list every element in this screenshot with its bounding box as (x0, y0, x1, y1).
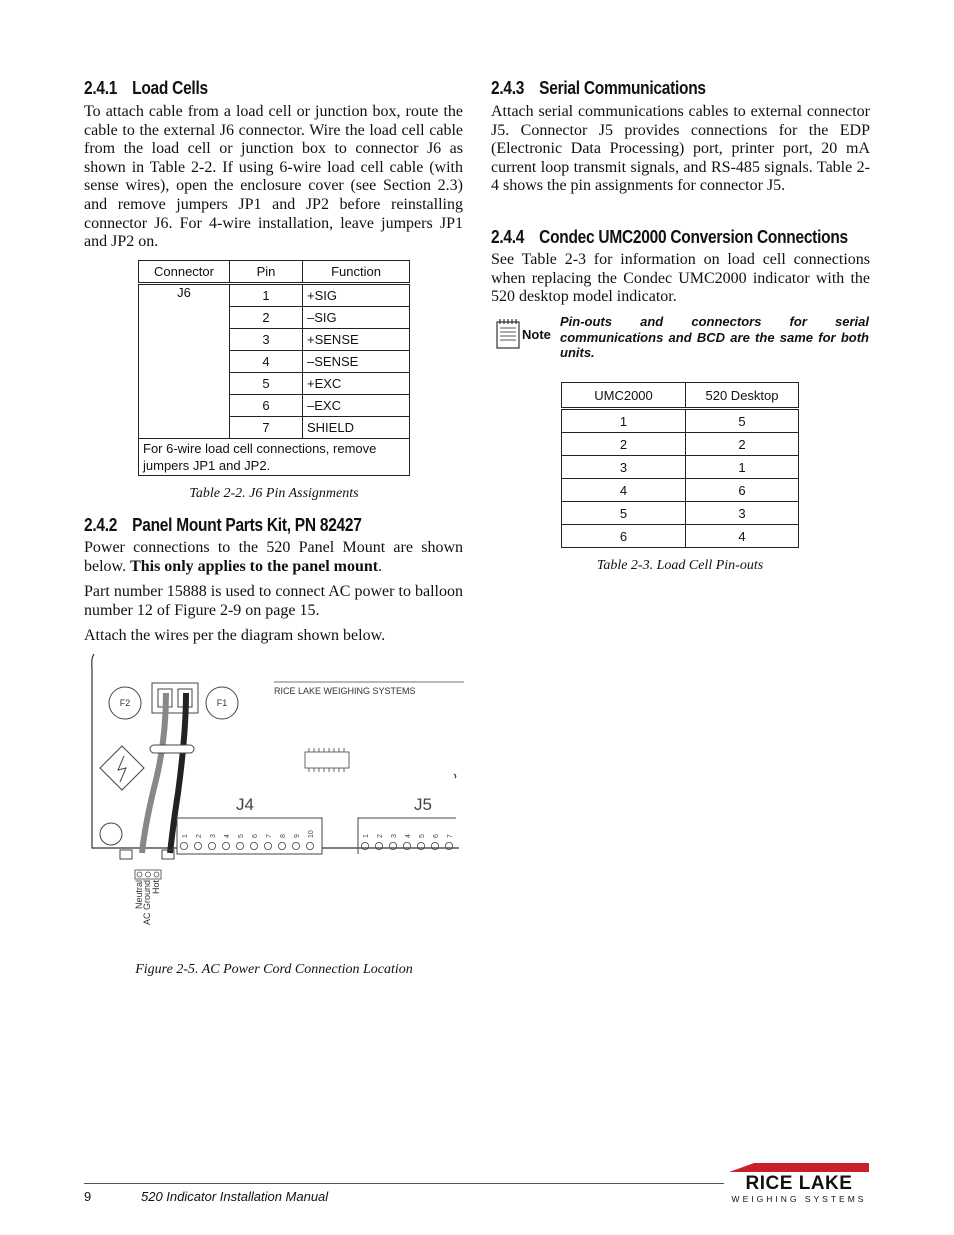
umc2000-cell: 4 (562, 479, 686, 502)
fuse-f2-label: F2 (119, 698, 131, 708)
connector-cell: J6 (139, 284, 230, 439)
table-note: For 6-wire load cell connections, remove jumpers JP1 and JP2. (139, 439, 410, 476)
col-umc2000: UMC2000 (562, 383, 686, 409)
table-2-2-caption: Table 2-2. J6 Pin Assignments (189, 486, 359, 501)
pin-cell: 2 (230, 307, 303, 329)
serial-comm-paragraph: Attach serial communications cables to external connector J5. Connector J5 provides connections for the EDP (Electronic Data Processing) port, printer port, 20 mA current loop transmit signals, and RS-485 signals. Table 2-4 shows the pin assignments for connector J5. (491, 103, 870, 195)
panel-mount-paragraph: Power connections to the 520 Panel Mount are shown below. This only applies to the panel mount. (84, 539, 463, 575)
j5-label: J5 (414, 795, 432, 814)
ic-chip (305, 752, 349, 768)
hazard-icon (100, 746, 144, 790)
section-number: 2.4.2 (84, 515, 118, 535)
ac-power-diagram (84, 648, 464, 948)
j5-pin-number: 3 (391, 834, 398, 838)
table-row (562, 525, 799, 548)
j4-pin-number: 9 (294, 834, 301, 838)
function-cell: +SENSE (303, 329, 410, 351)
table-row (562, 502, 799, 525)
section-2-4-2-heading (84, 515, 362, 536)
gray-wire (142, 693, 166, 853)
pin-cell: 4 (230, 351, 303, 373)
logo-top-text: RICE LAKE (745, 1173, 853, 1194)
table-2-3-caption: Table 2-3. Load Cell Pin-outs (596, 558, 764, 573)
col-function: Function (303, 261, 410, 284)
neutral-label: Neutral (134, 880, 144, 910)
table-row (562, 409, 799, 433)
hot-label: Hot (151, 880, 161, 895)
desktop-520-cell: 6 (686, 479, 799, 502)
note-icon (495, 318, 525, 350)
part-number-paragraph: Part number 15888 is used to connect AC power to balloon number 12 of Figure 2-9 on page 15. (84, 583, 463, 619)
j5-pin-number: 4 (405, 834, 412, 838)
section-title: Condec UMC2000 Conversion Connections (539, 227, 848, 247)
j5-pin-number: 5 (419, 834, 426, 838)
ac-ground-label: AC Ground (142, 880, 152, 926)
desktop-520-cell: 3 (686, 502, 799, 525)
j4-pin-number: 7 (266, 834, 273, 838)
board-brand-label: RICE LAKE WEIGHING SYSTEMS (274, 686, 416, 696)
function-cell: –SIG (303, 307, 410, 329)
attach-wires-paragraph: Attach the wires per the diagram shown below. (84, 627, 386, 644)
col-connector: Connector (139, 261, 230, 284)
section-2-4-1-heading (84, 78, 208, 99)
load-cells-paragraph: To attach cable from a load cell or junction box, route the cable to the external J6 connector. Wire the load cell cable from the load cell or junction box to connector J6 as shown in Table 2-2. If using 6-wire load cell cable (with sense wires), open the enclosure cover (see Section 2.3) and remove jumpers JP1 and JP2 before reinstalling connector J6. For 4-wire installation, leave jumpers JP1 and JP2 on. (84, 103, 463, 251)
section-number: 2.4.4 (491, 227, 525, 247)
ac-terminal-block (135, 870, 161, 879)
page-number: 9 (84, 1189, 92, 1204)
j5-pin-number: 2 (377, 834, 384, 838)
j4-pin-number: 4 (224, 834, 231, 838)
j4-pin-number: 2 (196, 834, 203, 838)
function-cell: +SIG (303, 284, 410, 307)
section-number: 2.4.1 (84, 78, 118, 98)
pin-cell: 1 (230, 284, 303, 307)
pin-cell: 6 (230, 395, 303, 417)
section-2-4-4-heading (491, 227, 848, 248)
section-title: Serial Communications (539, 78, 706, 98)
table-row (562, 456, 799, 479)
table-row (562, 433, 799, 456)
j6-pin-table (138, 260, 410, 476)
umc2000-cell: 2 (562, 433, 686, 456)
condec-paragraph: See Table 2-3 for information on load cell connections when replacing the Condec UMC2000 indicator with the 520 desktop model indicator. (491, 251, 870, 306)
function-cell: +EXC (303, 373, 410, 395)
table-note-row (139, 439, 410, 476)
umc2000-cell: 6 (562, 525, 686, 548)
j4-pin-number: 6 (252, 834, 259, 838)
umc2000-cell: 3 (562, 456, 686, 479)
table-row (562, 479, 799, 502)
umc2000-cell: 5 (562, 502, 686, 525)
col-520-desktop: 520 Desktop (686, 383, 799, 409)
function-cell: –EXC (303, 395, 410, 417)
section-number: 2.4.3 (491, 78, 525, 98)
logo-bottom-text: WEIGHING SYSTEMS (731, 1194, 867, 1204)
j4-pin-number: 3 (210, 834, 217, 838)
function-cell: SHIELD (303, 417, 410, 439)
function-cell: –SENSE (303, 351, 410, 373)
fuse-f1-label: F1 (216, 698, 228, 708)
j4-pin-number: 5 (238, 834, 245, 838)
mount-hole-icon (100, 823, 122, 845)
col-pin: Pin (230, 261, 303, 284)
desktop-520-cell: 1 (686, 456, 799, 479)
desktop-520-cell: 4 (686, 525, 799, 548)
j4-pin-number: 1 (182, 834, 189, 838)
section-title: Panel Mount Parts Kit, PN 82427 (132, 515, 362, 535)
j5-pin-number: 6 (433, 834, 440, 838)
rice-lake-logo (729, 1163, 869, 1211)
figure-2-5-caption: Figure 2-5. AC Power Cord Connection Location (135, 962, 413, 977)
j5-pin-number: 1 (363, 834, 370, 838)
umc2000-cell: 1 (562, 409, 686, 433)
section-title: Load Cells (132, 78, 208, 98)
j4-pin-number: 10 (308, 830, 315, 838)
pin-cell: 7 (230, 417, 303, 439)
switch-block (152, 683, 198, 713)
cable-tie (150, 745, 194, 753)
footer-rule (84, 1183, 724, 1184)
load-cell-pinout-table (561, 382, 799, 548)
table-row (139, 284, 410, 307)
j4-pin-number: 8 (280, 834, 287, 838)
manual-title: 520 Indicator Installation Manual (141, 1189, 329, 1204)
pin-cell: 5 (230, 373, 303, 395)
j4-label: J4 (236, 795, 254, 814)
desktop-520-cell: 2 (686, 433, 799, 456)
logo-bar-icon (729, 1163, 869, 1172)
section-2-4-3-heading (491, 78, 706, 99)
note-label: Note (522, 327, 551, 342)
pin-cell: 3 (230, 329, 303, 351)
j5-pin-number: 7 (447, 834, 454, 838)
note-text: Pin-outs and connectors for serial communications and BCD are the same for both units. (560, 314, 869, 360)
desktop-520-cell: 5 (686, 409, 799, 433)
